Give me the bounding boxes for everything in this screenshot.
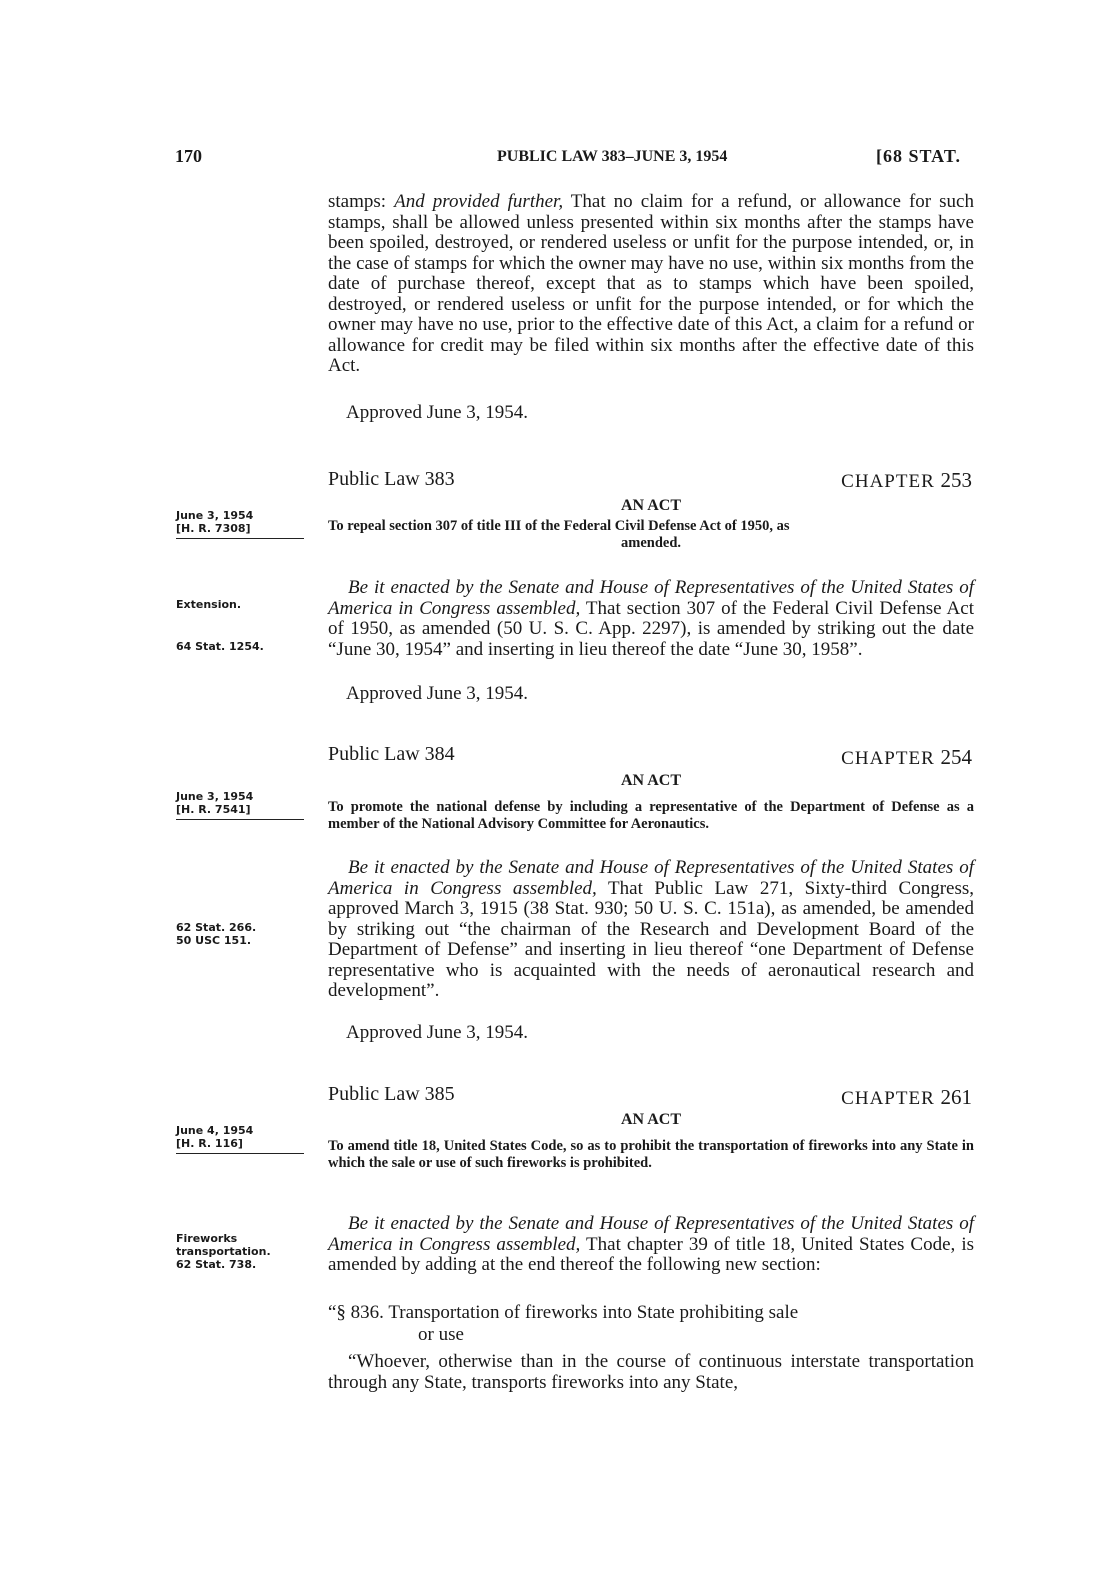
margin-divider [176, 1153, 304, 1154]
margin-note: Fireworks transportation. 62 Stat. 738. [176, 1232, 271, 1271]
chapter-label: CHAPTER 253 [841, 468, 972, 492]
section-text: “Whoever, otherwise than in the course of continuous interstate transportation through any State, transports fireworks into any State, [328, 1351, 974, 1393]
public-law-heading: Public Law 383 [328, 468, 455, 490]
margin-note: Extension. [176, 598, 242, 611]
margin-date: June 3, 1954 [H. R. 7308] [176, 509, 254, 535]
margin-divider [176, 819, 304, 820]
act-body: Be it enacted by the Senate and House of Representatives of the United States of America in Congress assembled, That section 307 of the Federal Civil Defense Act of 1950, as amended (50 U. S. C. App. 2297), is amended by striking out the date “June 30, 1954” and inserting in lieu thereof the date “June 30, 1958”. [328, 577, 974, 660]
continued-section-text: stamps: And provided further, That no claim for a refund, or allowance for such stamps, shall be allowed unless presented within six months after the stamps have been spoiled, destroyed, or rendered useless or unfit for the purpose intended, or, in the case of stamps for which the owner may have no use, within six months from the date of purchase thereof, except that as to stamps which have been spoiled, destroyed, or rendered useless or unfit for the purpose intended, or for which the owner may have no use, prior to the effective date of this Act, a claim for a refund or allowance for credit may be filed within six months after the effective date of this Act. [328, 191, 974, 376]
running-title: PUBLIC LAW 383–JUNE 3, 1954 [497, 148, 728, 165]
margin-note: 62 Stat. 266. 50 USC 151. [176, 921, 257, 947]
an-act-label: AN ACT [620, 1111, 681, 1128]
page-number: 170 [175, 146, 202, 166]
act-title: To amend title 18, United States Code, so as to prohibit the transportation of fireworks into any State in which the sale or use of such fireworks is prohibited. [328, 1138, 974, 1171]
chapter-label: CHAPTER 254 [841, 745, 972, 769]
margin-date: June 3, 1954 [H. R. 7541] [176, 790, 254, 816]
act-title: To promote the national defense by including a representative of the Department of Defense as a member of the National Advisory Committee for Aeronautics. [328, 799, 974, 832]
approval-line: Approved June 3, 1954. [346, 1022, 529, 1043]
margin-note: 64 Stat. 1254. [176, 640, 264, 653]
an-act-label: AN ACT [620, 772, 681, 789]
volume-citation: [68 STAT. [876, 146, 962, 166]
public-law-heading: Public Law 385 [328, 1083, 455, 1105]
an-act-label: AN ACT [620, 497, 681, 514]
act-body: Be it enacted by the Senate and House of Representatives of the United States of America in Congress assembled, That chapter 39 of title 18, United States Code, is amended by adding at the end thereof the following new section: [328, 1213, 974, 1275]
margin-date: June 4, 1954 [H. R. 116] [176, 1124, 254, 1150]
approval-line: Approved June 3, 1954. [346, 402, 529, 423]
public-law-heading: Public Law 384 [328, 743, 455, 765]
chapter-label: CHAPTER 261 [841, 1085, 972, 1109]
approval-line: Approved June 3, 1954. [346, 683, 529, 704]
act-body: Be it enacted by the Senate and House of Representatives of the United States of America in Congress assembled, That Public Law 271, Sixty-third Congress, approved March 3, 1915 (38 Stat. 930; 50 U. S. C. 151a), as amended, be amended by striking out “the chairman of the Research and Development Board of the Department of Defense” and inserting in lieu thereof “one Department of Defense representative who is acquainted with the needs of aeronautical research and development”. [328, 857, 974, 1001]
section-heading-cont: or use [418, 1324, 464, 1345]
act-title: To repeal section 307 of title III of the Federal Civil Defense Act of 1950, as amended. [328, 518, 790, 551]
margin-divider [176, 538, 304, 539]
section-heading: “§ 836. Transportation of fireworks into State prohibiting sale [328, 1302, 799, 1323]
